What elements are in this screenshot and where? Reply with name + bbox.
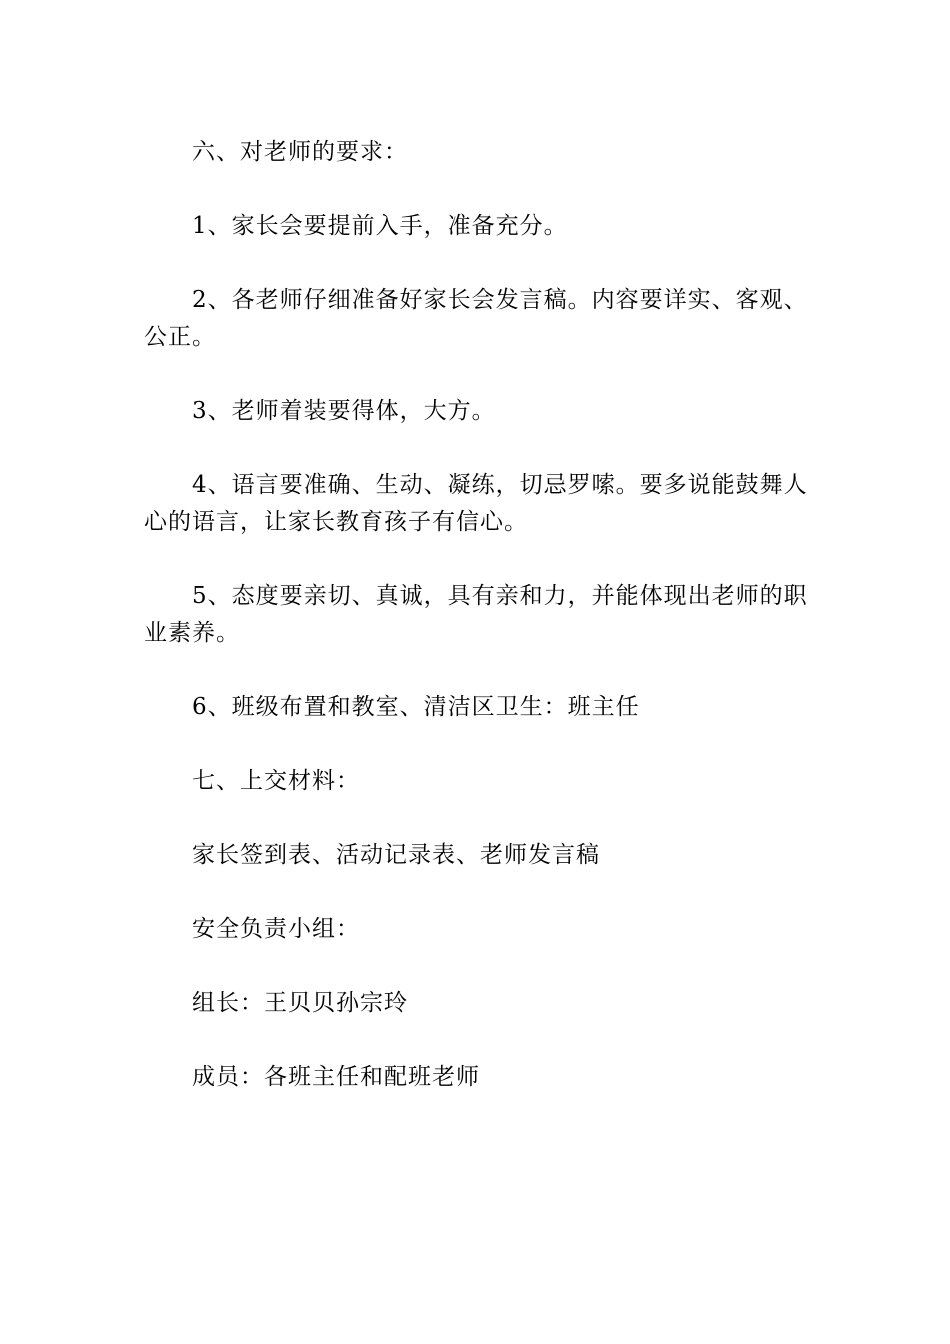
safety-group-heading: 安全负责小组： (192, 916, 360, 942)
list-item: 6、班级布置和教室、清洁区卫生：班主任 (192, 694, 640, 720)
group-leader: 组长：王贝贝孙宗玲 (192, 990, 408, 1016)
materials-list: 家长签到表、活动记录表、老师发言稿 (192, 842, 600, 868)
list-item: 4、语言要准确、生动、凝练，切忌罗嗦。要多说能鼓舞人心的语言，让家长教育孩子有信心。 (144, 472, 808, 535)
list-item: 3、老师着装要得体，大方。 (192, 398, 496, 424)
group-members: 成员：各班主任和配班老师 (192, 1064, 480, 1090)
list-item: 5、态度要亲切、真诚，具有亲和力，并能体现出老师的职业素养。 (144, 583, 808, 646)
list-item: 2、各老师仔细准备好家长会发言稿。内容要详实、客观、公正。 (144, 287, 808, 350)
section-heading-materials: 七、上交材料： (192, 768, 360, 794)
document-body (144, 134, 814, 1133)
list-item: 1、家长会要提前入手，准备充分。 (192, 213, 568, 239)
section-heading-teacher-requirements: 六、对老师的要求： (192, 139, 408, 165)
